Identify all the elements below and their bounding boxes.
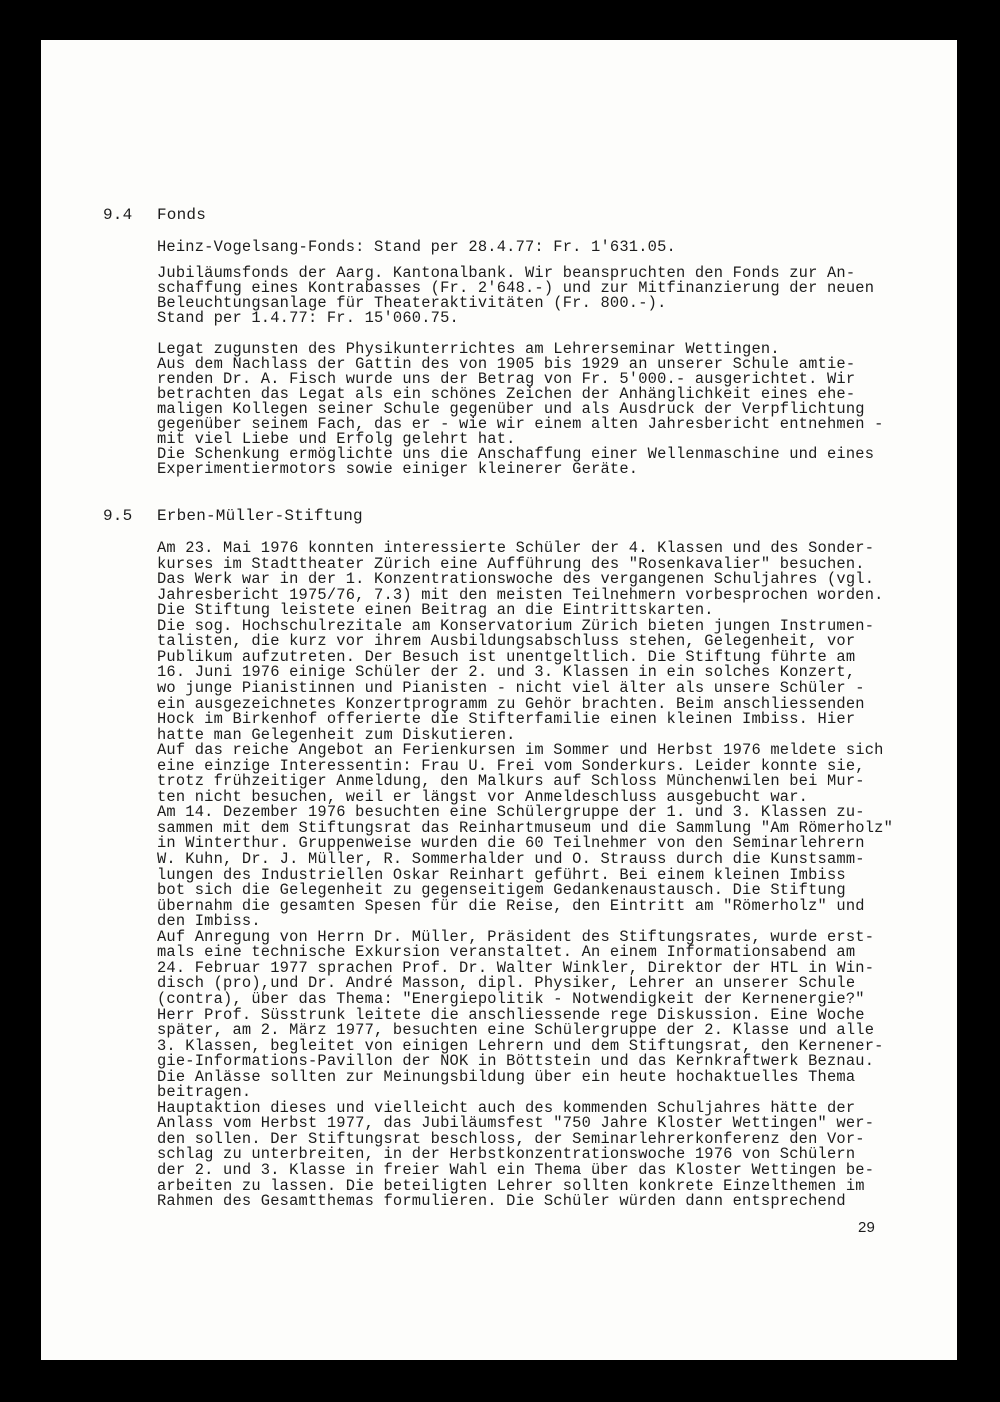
paragraph-line: Aus dem Nachlass der Gattin des von 1905 bis 1929 an unserer Schule amtie- bbox=[157, 355, 856, 373]
paragraph-line: kurses im Stadttheater Zürich eine Aufführung des "Rosenkavalier" besuchen. bbox=[157, 554, 865, 573]
paragraph-line: Auf das reiche Angebot an Ferienkursen im Sommer und Herbst 1976 meldete sich bbox=[157, 741, 884, 760]
paragraph-line: hatte man Gelegenheit zum Diskutieren. bbox=[157, 725, 516, 744]
paragraph-line: Die sog. Hochschulrezitale am Konservatorium Zürich bieten jungen Instrumen- bbox=[157, 616, 875, 635]
paragraph-line: mit viel Liebe und Erfolg gelehrt hat. bbox=[157, 430, 516, 448]
paragraph-line: sammen mit dem Stiftungsrat das Reinhartmuseum und die Sammlung "Am Römerholz" bbox=[157, 818, 893, 837]
page-number: 29 bbox=[858, 1219, 876, 1236]
paragraph-line: mals eine technische Exkursion veranstaltet. An einem Informationsabend am bbox=[157, 943, 856, 962]
paragraph-line: Die Stiftung leistete einen Beitrag an die Eintrittskarten. bbox=[157, 601, 714, 620]
paragraph-line: eine einzige Interessentin: Frau U. Frei vom Sonderkurs. Leider konnte sie, bbox=[157, 756, 865, 775]
paragraph-line: (contra), über das Thema: "Energiepolitik - Notwendigkeit der Kernenergie?" bbox=[157, 989, 865, 1008]
paragraph-line: 3. Klassen, begleitet von einigen Lehrern und dem Stiftungsrat, den Kernener- bbox=[157, 1036, 884, 1055]
paragraph-line: Hock im Birkenhof offerierte die Stifterfamilie einen kleinen Imbiss. Hier bbox=[157, 710, 856, 729]
paragraph-line: Anlass vom Herbst 1977, das Jubiläumsfest "750 Jahre Kloster Wettingen" wer- bbox=[157, 1114, 875, 1133]
paragraph-line: arbeiten zu lassen. Die beteiligten Lehrer sollten konkrete Einzelthemen im bbox=[157, 1176, 865, 1195]
paragraph-line: Auf Anregung von Herrn Dr. Müller, Präsident des Stiftungsrates, wurde erst- bbox=[157, 927, 875, 946]
paragraph-line: Das Werk war in der 1. Konzentrationswoche des vergangenen Schuljahres (vgl. bbox=[157, 570, 875, 589]
paragraph-line: schaffung eines Kontrabasses (Fr. 2'648.-) und zur Mitfinanzierung der neuen bbox=[157, 279, 875, 297]
paragraph-line: Hauptaktion dieses und vielleicht auch des kommenden Schuljahres hätte der bbox=[157, 1098, 856, 1117]
paragraph-line: Experimentiermotors sowie einiger kleinerer Geräte. bbox=[157, 460, 639, 478]
section-heading: Erben-Müller-Stiftung bbox=[157, 507, 363, 525]
paragraph-line: Jahresbericht 1975/76, 7.3) mit den meisten Teilnehmern vorbesprochen worden. bbox=[157, 585, 884, 604]
paragraph-line: den Imbiss. bbox=[157, 912, 261, 931]
paragraph-line: gegenüber seinem Fach, das er - wie wir einem alten Jahresbericht entnehmen - bbox=[157, 415, 884, 433]
paragraph-line: Stand per 1.4.77: Fr. 15'060.75. bbox=[157, 309, 459, 327]
paragraph-line: Die Anlässe sollten zur Meinungsbildung über ein heute hochaktuelles Thema bbox=[157, 1067, 856, 1086]
paragraph-line: Am 14. Dezember 1976 besuchten eine Schülergruppe der 1. und 3. Klassen zu- bbox=[157, 803, 865, 822]
paragraph-line: übernahm die gesamten Spesen für die Reise, den Eintritt am "Römerholz" und bbox=[157, 896, 865, 915]
paragraph-line: 16. Juni 1976 einige Schüler der 2. und 3. Klassen in ein solches Konzert, bbox=[157, 663, 856, 682]
paragraph-line: maligen Kollegen seiner Schule gegenüber und als Ausdruck der Verpflichtung bbox=[157, 400, 865, 418]
section-number: 9.5 bbox=[103, 507, 133, 525]
paragraph-line: 24. Februar 1977 sprachen Prof. Dr. Walter Winkler, Direktor der HTL in Win- bbox=[157, 958, 875, 977]
paragraph-line: Die Schenkung ermöglichte uns die Anschaffung einer Wellenmaschine und eines bbox=[157, 445, 875, 463]
paragraph-line: wo junge Pianistinnen und Pianisten - nicht viel älter als unsere Schüler - bbox=[157, 678, 865, 697]
paragraph-line: Herr Prof. Süsstrunk leitete die anschliessende rege Diskussion. Eine Woche bbox=[157, 1005, 865, 1024]
paragraph-line: später, am 2. März 1977, besuchten eine Schülergruppe der 2. Klasse und alle bbox=[157, 1021, 875, 1040]
paragraph-line: Am 23. Mai 1976 konnten interessierte Schüler der 4. Klassen und des Sonder- bbox=[157, 539, 875, 557]
paragraph-line: bot sich die Gelegenheit zu gegenseitigem Gedankenaustausch. Die Stiftung bbox=[157, 881, 846, 900]
paragraph-line: der 2. und 3. Klasse in freier Wahl ein Thema über das Kloster Wettingen be- bbox=[157, 1161, 875, 1179]
paragraph-line: Beleuchtungsanlage für Theateraktivitäten (Fr. 800.-). bbox=[157, 294, 667, 312]
paragraph-line: disch (pro),und Dr. André Masson, dipl. Physiker, Lehrer an unserer Schule bbox=[157, 974, 856, 993]
paragraph-line: betrachten das Legat als ein schönes Zeichen der Anhänglichkeit eines ehe- bbox=[157, 385, 856, 403]
document-page bbox=[41, 40, 957, 1360]
paragraph-line: in Winterthur. Gruppenweise wurden die 60 Teilnehmer von den Seminarlehrern bbox=[157, 834, 865, 853]
paragraph-line: W. Kuhn, Dr. J. Müller, R. Sommerhalder und O. Strauss durch die Kunstsamm- bbox=[157, 850, 865, 868]
paragraph-line: gie-Informations-Pavillon der NOK in Böttstein und das Kernkraftwerk Beznau. bbox=[157, 1052, 875, 1071]
paragraph-line: den sollen. Der Stiftungsrat beschloss, der Seminarlehrerkonferenz den Vor- bbox=[157, 1129, 865, 1148]
paragraph-line: beitragen. bbox=[157, 1083, 252, 1102]
paragraph-line: talisten, die kurz vor ihrem Ausbildungsabschluss stehen, Gelegenheit, vor bbox=[157, 632, 856, 651]
section-number: 9.4 bbox=[103, 206, 133, 224]
paragraph-line: Publikum aufzutreten. Der Besuch ist unentgeltlich. Die Stiftung führte am bbox=[157, 647, 856, 666]
paragraph-line: Legat zugunsten des Physikunterrichtes am Lehrerseminar Wettingen. bbox=[157, 340, 780, 358]
paragraph-line: lungen des Industriellen Oskar Reinhart geführt. Bei einem kleinen Imbiss bbox=[157, 865, 846, 884]
paragraph-line: Heinz-Vogelsang-Fonds: Stand per 28.4.77: Fr. 1'631.05. bbox=[157, 238, 676, 256]
paragraph-line: trotz frühzeitiger Anmeldung, den Malkurs auf Schloss Münchenwilen bei Mur- bbox=[157, 772, 865, 791]
paragraph-line: schlag zu unterbreiten, in der Herbstkonzentrationswoche 1976 von Schülern bbox=[157, 1145, 856, 1164]
section-heading: Fonds bbox=[157, 206, 207, 224]
paragraph-line: ein ausgezeichnetes Konzertprogramm zu Gehör brachten. Beim anschliessenden bbox=[157, 694, 865, 713]
paragraph-line: renden Dr. A. Fisch wurde uns der Betrag von Fr. 5'000.- ausgerichtet. Wir bbox=[157, 370, 856, 388]
paragraph-line: Jubiläumsfonds der Aarg. Kantonalbank. Wir beanspruchten den Fonds zur An- bbox=[157, 264, 856, 282]
paragraph-line: ten nicht besuchen, weil er längst vor Anmeldeschluss ausgebucht war. bbox=[157, 787, 809, 806]
paragraph-line: Rahmen des Gesamtthemas formulieren. Die Schüler würden dann entsprechend bbox=[157, 1192, 846, 1211]
